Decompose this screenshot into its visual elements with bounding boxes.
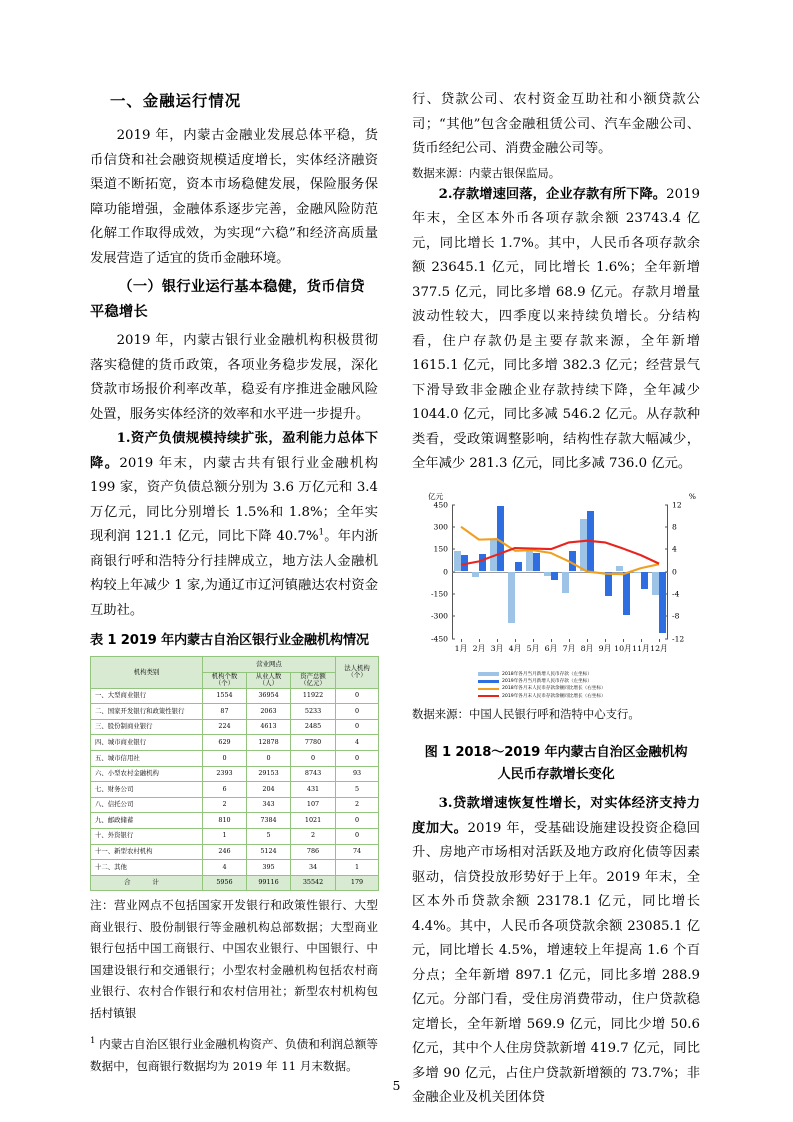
table-row	[91, 735, 379, 751]
footnote-body: 内蒙古自治区银行业金融机构资产、负债和利润总额等数据中，包商银行数据均为 2019 年 11 月末数据。	[90, 1037, 378, 1073]
table-total-row	[91, 875, 379, 891]
figure-caption-line2: 人民币存款增长变化	[497, 767, 615, 783]
chart-canvas	[430, 500, 685, 653]
th-staff-line1: 从业人数	[255, 671, 282, 680]
cell-assets: 1021	[291, 813, 336, 829]
chart-lines-layer	[452, 505, 668, 639]
cell-total-label: 合 计	[91, 875, 203, 891]
paragraph-assets	[90, 427, 378, 623]
cell-count: 0	[203, 750, 247, 766]
cell-staff: 204	[247, 782, 291, 798]
th-count-line2: （个）	[214, 679, 235, 688]
chart-xtick-label: 5月	[526, 643, 540, 653]
cell-category: 一、大型商业银行	[91, 688, 203, 704]
cell-staff: 7384	[247, 813, 291, 829]
table-row	[91, 797, 379, 813]
th-category: 机构类别	[91, 657, 203, 689]
section-heading: 一、金融运行情况	[110, 92, 242, 110]
tick-mark	[587, 639, 588, 642]
legend-label: 2019年各月当月新增人民币存款（左坐标）	[502, 678, 592, 684]
chart-xtick-label: 9月	[598, 643, 612, 653]
footnote	[90, 1034, 378, 1077]
paragraph-deposits	[412, 183, 700, 477]
cell-category: 二、国家开发银行和政策性银行	[91, 704, 203, 720]
cell-legal: 1	[336, 860, 379, 876]
tick-mark	[659, 639, 660, 642]
cell-legal: 93	[336, 766, 379, 782]
chart-y2tick: 12	[672, 500, 682, 509]
legend-label: 2018年各月末人民币存款余额同比增长（右坐标）	[502, 686, 606, 692]
deposit-growth-chart	[412, 491, 698, 701]
chart-ytick: 0	[443, 567, 448, 576]
chart-y-axis-unit: 亿元	[428, 491, 444, 501]
legend-label: 2019年各月末人民币存款余额同比增长（右坐标）	[502, 693, 606, 699]
legend-item	[412, 693, 698, 700]
th-count	[203, 672, 247, 688]
cell-legal: 0	[336, 750, 379, 766]
legend-swatch	[478, 695, 499, 697]
tick-mark	[569, 639, 570, 642]
tick-mark	[641, 639, 642, 642]
cell-total-assets: 35542	[291, 875, 336, 891]
chart-ytick: 150	[433, 544, 448, 554]
cell-count: 4	[203, 860, 247, 876]
right-column	[412, 88, 700, 1111]
chart-y2tick: 0	[672, 567, 677, 576]
cell-count: 1554	[203, 688, 247, 704]
cell-assets: 34	[291, 860, 336, 876]
chart-ytick: -150	[430, 589, 448, 599]
cell-assets: 7780	[291, 735, 336, 751]
paragraph-loans-body: 2019 年，受基础设施建设投资企稳回升、房地产市场相对活跃及地方政府化债等因素驱动，信贷投放形势好于上年。2019 年末，全区本外币贷款余额 23178.1 亿元，同比增长 4.4%。其中，人民币各项贷款余额 23085.1 亿元，同比增长 4.5%，增速较上年提高 1.6 个百分点；全年新增 897.1 亿元，同比多增 288.9 亿元。分部门看，受住房消费带动，住户贷款稳定增长，全年新增 569.9 亿元，同比少增 50.6 亿元，其中个人住房贷款新增 419.7 亿元，同比多增 90 亿元，占住户贷款新增额的 73.7%；非金融企业及机关团体贷	[412, 820, 700, 1106]
th-assets-line2: （亿元）	[300, 679, 326, 688]
chart-y2tick: 8	[672, 522, 677, 532]
cell-count: 629	[203, 735, 247, 751]
cell-staff: 36954	[247, 688, 291, 704]
paragraph-deposits-body: 2019 年末，全区本外币各项存款余额 23743.4 亿元，同比增长 1.7%。其中，人民币各项存款余额 23645.1 亿元，同比增长 1.6%；全年新增 377.5 亿元，同比多增 68.9 亿元。存款月增量波动性较大，四季度以来持续负增长。分结构看，住户存款仍是主要存款来源，全年新增 1615.1 亿元，同比多增 382.3 亿元；经营景气下滑导致非金融企业存款持续下降，全年减少 1044.0 亿元，同比多减 546.2 亿元。从存款种类看，受政策调整影响，结构性存款大幅减少，全年减少 281.3 亿元，同比多减 736.0 亿元。	[412, 186, 700, 471]
legend-label: 2018年各月当月新增人民币存款（左坐标）	[502, 671, 592, 677]
table-row	[91, 719, 379, 735]
chart-line	[461, 540, 659, 564]
table-row	[91, 688, 379, 704]
cell-staff: 395	[247, 860, 291, 876]
th-group-branches: 营业网点	[203, 657, 336, 673]
tick-mark	[479, 639, 480, 642]
table-row	[91, 750, 379, 766]
table-row	[91, 860, 379, 876]
chart-y2tick: -8	[672, 611, 680, 621]
data-source-2: 数据来源：中国人民银行呼和浩特中心支行。	[412, 707, 640, 722]
chart-ytick: 300	[433, 522, 448, 532]
th-legal-line2: （个）	[347, 671, 367, 680]
cell-legal: 0	[336, 688, 379, 704]
cell-category: 三、股份制商业银行	[91, 719, 203, 735]
cell-staff: 29153	[247, 766, 291, 782]
table-row	[91, 782, 379, 798]
chart-y2tick: 4	[672, 544, 677, 554]
cell-assets: 5233	[291, 704, 336, 720]
cell-legal: 5	[336, 782, 379, 798]
footnote-marker: 1	[90, 1036, 96, 1047]
chart-xtick-label: 3月	[490, 643, 504, 653]
paragraph-assets-tail: 。年内浙商银行呼和浩特分行挂牌成立，地方法人金融机构较上年减少 1 家,为通辽市辽河镇融达农村资金互助社。	[90, 529, 378, 618]
chart-xtick-label: 12月	[650, 643, 668, 653]
table-row	[91, 766, 379, 782]
left-column	[90, 88, 378, 1077]
cell-legal: 0	[336, 828, 379, 844]
cell-category: 七、财务公司	[91, 782, 203, 798]
table-note: 注：营业网点不包括国家开发银行和政策性银行、大型商业银行、股份制银行等金融机构总部数据；大型商业银行包括中国工商银行、中国农业银行、中国银行、中国建设银行和交通银行；小型农村金融机构包括农村商业银行、农村合作银行和农村信用社；新型农村机构包括村镇银	[90, 898, 378, 1020]
tick-mark	[497, 639, 498, 642]
chart-xtick-label: 6月	[544, 643, 558, 653]
cell-count: 810	[203, 813, 247, 829]
footnote-ref: 1	[318, 527, 324, 538]
chart-legend	[412, 671, 698, 701]
cell-assets: 786	[291, 844, 336, 860]
chart-y2-axis-unit: %	[688, 491, 696, 501]
chart-y2tick: -12	[672, 634, 685, 643]
cell-staff: 5	[247, 828, 291, 844]
cell-category: 十、外资银行	[91, 828, 203, 844]
cell-assets: 2485	[291, 719, 336, 735]
tick-mark	[605, 639, 606, 642]
table-body	[91, 688, 379, 891]
cell-category: 九、邮政储蓄	[91, 813, 203, 829]
cell-category: 五、城市信用社	[91, 750, 203, 766]
paragraph-loans-lead: 3.贷款增速恢复性增长，对实体经济支持力度加大。	[412, 796, 700, 836]
cell-count: 6	[203, 782, 247, 798]
table-header-row-1	[91, 657, 379, 673]
cell-staff: 4613	[247, 719, 291, 735]
legend-swatch	[478, 680, 499, 684]
th-assets	[291, 672, 336, 688]
legend-swatch	[478, 688, 499, 690]
cell-count: 224	[203, 719, 247, 735]
chart-ytick: -450	[430, 634, 448, 643]
chart-xtick-label: 2月	[472, 643, 486, 653]
subsection-heading: （一）银行业运行基本稳健，货币信贷平稳增长	[90, 279, 365, 320]
paragraph-assets-body: 2019 年末，内蒙古共有银行业金融机构 199 家，资产负债总额分别为 3.6 万亿元和 3.4 万亿元，同比分别增长 1.5%和 1.8%；全年实现利润 121.1 亿元，同比下降 40.7%	[90, 455, 378, 544]
tick-mark	[551, 639, 552, 642]
cell-legal: 0	[336, 704, 379, 720]
paragraph-intro: 2019 年，内蒙古金融业发展总体平稳，货币信贷和社会融资规模适度增长，实体经济融资渠道不断拓宽，资本市场稳健发展，保险服务保障功能增强，金融体系逐步完善，金融风险防范化解工作取得成效，为实现“六稳”和经济高质量发展营造了适宜的货币金融环境。	[90, 128, 378, 266]
cell-category: 六、小型农村金融机构	[91, 766, 203, 782]
cell-staff: 5124	[247, 844, 291, 860]
cell-staff: 343	[247, 797, 291, 813]
table-row	[91, 704, 379, 720]
chart-plot-area	[412, 491, 698, 669]
th-legal-line1: 法人机构	[344, 663, 370, 672]
chart-xtick-label: 11月	[632, 643, 650, 653]
table-row	[91, 844, 379, 860]
chart-xtick-label: 7月	[562, 643, 576, 653]
cell-count: 2	[203, 797, 247, 813]
cell-assets: 431	[291, 782, 336, 798]
table-head	[91, 657, 379, 689]
cell-assets: 0	[291, 750, 336, 766]
cell-category: 十一、新型农村机构	[91, 844, 203, 860]
cell-legal: 2	[336, 797, 379, 813]
chart-y2tick: -4	[672, 589, 680, 599]
chart-xtick-label: 1月	[454, 643, 468, 653]
cell-legal: 4	[336, 735, 379, 751]
cell-assets: 8743	[291, 766, 336, 782]
paragraph-banking-policy: 2019 年，内蒙古银行业金融机构积极贯彻落实稳健的货币政策，各项业务稳步发展，深化贷款市场报价利率改革，稳妥有序推进金融风险处置，服务实体经济的效率和水平进一步提升。	[90, 333, 378, 422]
cell-total-staff: 99116	[247, 875, 291, 891]
banking-institutions-table	[90, 656, 379, 891]
table-row	[91, 813, 379, 829]
legend-item	[412, 685, 698, 692]
th-staff	[247, 672, 291, 688]
cell-assets: 107	[291, 797, 336, 813]
paragraph-note-continued: 行、贷款公司、农村资金互助社和小额贷款公司；“其他”包含金融租赁公司、汽车金融公司、货币经纪公司、消费金融公司等。	[412, 92, 700, 156]
table-caption: 表 1 2019 年内蒙古自治区银行业金融机构情况	[90, 633, 369, 648]
cell-count: 246	[203, 844, 247, 860]
tick-mark	[533, 639, 534, 642]
cell-total-count: 5956	[203, 875, 247, 891]
cell-count: 2393	[203, 766, 247, 782]
data-source-1: 数据来源：内蒙古银保监局。	[412, 165, 561, 180]
cell-assets: 11922	[291, 688, 336, 704]
chart-ytick: 450	[433, 500, 448, 509]
legend-item	[412, 671, 698, 678]
page-number: 5	[392, 1078, 401, 1093]
cell-staff: 12878	[247, 735, 291, 751]
chart-xtick-label: 10月	[614, 643, 632, 653]
chart-xtick-label: 4月	[508, 643, 522, 653]
cell-staff: 2063	[247, 704, 291, 720]
chart-ytick: -300	[430, 611, 448, 621]
paragraph-loans	[412, 792, 700, 1111]
cell-total-legal: 179	[336, 875, 379, 891]
paragraph-assets-lead: 1.资产负债规模持续扩张，盈利能力总体下降。	[90, 431, 378, 471]
th-assets-line1: 资产总额	[300, 671, 326, 680]
th-count-line1: 机构个数	[211, 671, 238, 680]
table-row	[91, 828, 379, 844]
th-staff-line2: （人）	[258, 679, 279, 688]
legend-item	[412, 678, 698, 685]
legend-swatch	[478, 672, 499, 676]
cell-category: 四、城市商业银行	[91, 735, 203, 751]
chart-xtick-label: 8月	[580, 643, 594, 653]
tick-mark	[515, 639, 516, 642]
cell-count: 87	[203, 704, 247, 720]
cell-staff: 0	[247, 750, 291, 766]
cell-category: 十二、其他	[91, 860, 203, 876]
th-legal-entities	[336, 657, 379, 689]
cell-legal: 0	[336, 813, 379, 829]
tick-mark	[461, 639, 462, 642]
paragraph-deposits-lead: 2.存款增速回落，企业存款有所下降。	[438, 186, 667, 202]
figure-caption-line1: 图 1 2018～2019 年内蒙古自治区金融机构	[424, 745, 688, 761]
cell-count: 1	[203, 828, 247, 844]
figure-caption	[412, 742, 700, 786]
cell-category: 八、信托公司	[91, 797, 203, 813]
cell-legal: 74	[336, 844, 379, 860]
cell-legal: 0	[336, 719, 379, 735]
tick-mark	[623, 639, 624, 642]
cell-assets: 2	[291, 828, 336, 844]
